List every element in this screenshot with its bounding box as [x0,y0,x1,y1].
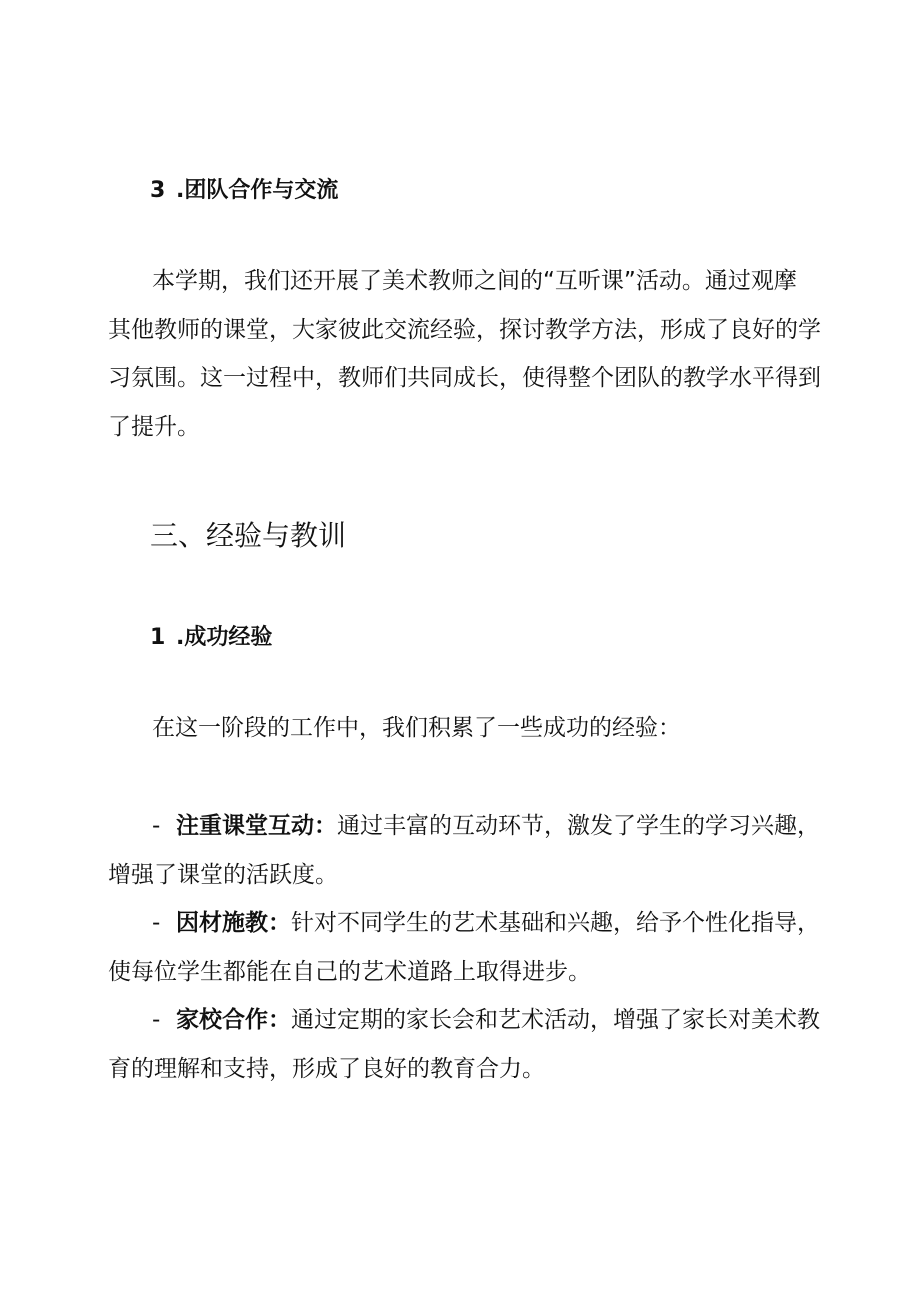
intro-line: 在这一阶段的工作中，我们积累了一些成功的经验： [152,715,681,741]
list-item-first-line [108,899,828,948]
list-item-text: 针对不同学生的艺术基础和兴趣，给予个性化指导， [291,910,820,936]
list-dash: - [152,910,161,936]
section-title: .团队合作与交流 [176,178,339,203]
chapter-heading: 三、经验与教训 [150,519,347,552]
list-item-lead: 家校合作： [176,1007,291,1033]
list-dash: - [152,813,161,839]
list-item-continuation: 增强了课堂的活跃度。 [108,861,338,888]
intro-paragraph [108,704,828,753]
list-item [108,899,828,996]
section-heading-1 [108,623,870,653]
list-item-first-line [108,996,828,1045]
section-number: 1 [150,625,166,650]
list-item-continuation: 使每位学生都能在自己的艺术道路上取得进步。 [108,958,591,985]
paragraph-line: 了提升。 [108,413,200,440]
list-item [108,802,828,899]
list-item-lead: 因材施教： [176,910,291,936]
list-item-continuation: 育的理解和支持，形成了良好的教育合力。 [108,1055,545,1082]
list-item-first-line [108,802,828,851]
paragraph-line: 习氛围。这一过程中，教师们共同成长，使得整个团队的教学水平得到 [108,365,821,391]
list-item-lead: 注重课堂互动： [176,813,337,839]
list-item-text: 通过定期的家长会和艺术活动，增强了家长对美术教 [291,1007,820,1033]
list-item [108,996,828,1093]
section-heading-3 [108,176,870,206]
section-number: 3 [150,178,166,203]
paragraph-line: 其他教师的课堂，大家彼此交流经验，探讨教学方法，形成了良好的学 [108,316,821,343]
paragraph-team-cooperation [108,257,828,451]
section-title: .成功经验 [176,625,273,650]
list-item-text: 通过丰富的互动环节，激发了学生的学习兴趣， [337,813,820,839]
list-dash: - [152,1007,161,1033]
paragraph-line: 本学期，我们还开展了美术教师之间的“互听课”活动。通过观摩 [152,268,797,294]
